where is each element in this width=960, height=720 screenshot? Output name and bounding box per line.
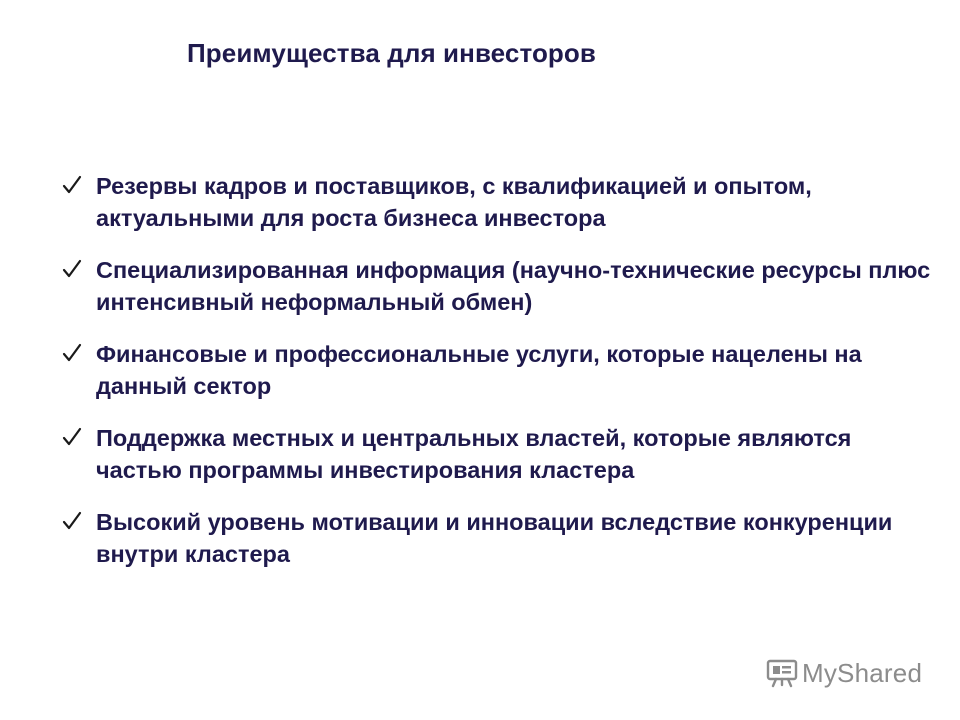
bullet-item — [62, 422, 942, 486]
checkmark-icon — [62, 258, 82, 280]
slide-title: Преимущества для инвесторов — [187, 38, 596, 68]
checkmark-icon — [62, 510, 82, 532]
bullet-text: Специализированная информация (научно-технические ресурсы плюс интенсивный неформальный обмен) — [96, 257, 931, 315]
checkmark-icon — [62, 342, 82, 364]
bullet-text: Резервы кадров и поставщиков, с квалификацией и опытом, актуальными для роста бизнеса инвестора — [96, 173, 812, 231]
presentation-board-icon — [766, 658, 798, 688]
checkmark-icon — [62, 174, 82, 196]
bullet-text: Финансовые и профессиональные услуги, которые нацелены на данный сектор — [96, 341, 862, 399]
bullet-text: Высокий уровень мотивации и инновации вследствие конкуренции внутри кластера — [96, 509, 893, 567]
watermark-logo — [766, 656, 922, 690]
bullet-item — [62, 254, 942, 318]
watermark-text: MyShared — [802, 657, 923, 688]
bullet-list — [62, 170, 942, 590]
bullet-item — [62, 506, 942, 570]
bullet-item — [62, 338, 942, 402]
checkmark-icon — [62, 426, 82, 448]
bullet-item — [62, 170, 942, 234]
bullet-text: Поддержка местных и центральных властей, которые являются частью программы инвестирования кластера — [96, 425, 852, 483]
